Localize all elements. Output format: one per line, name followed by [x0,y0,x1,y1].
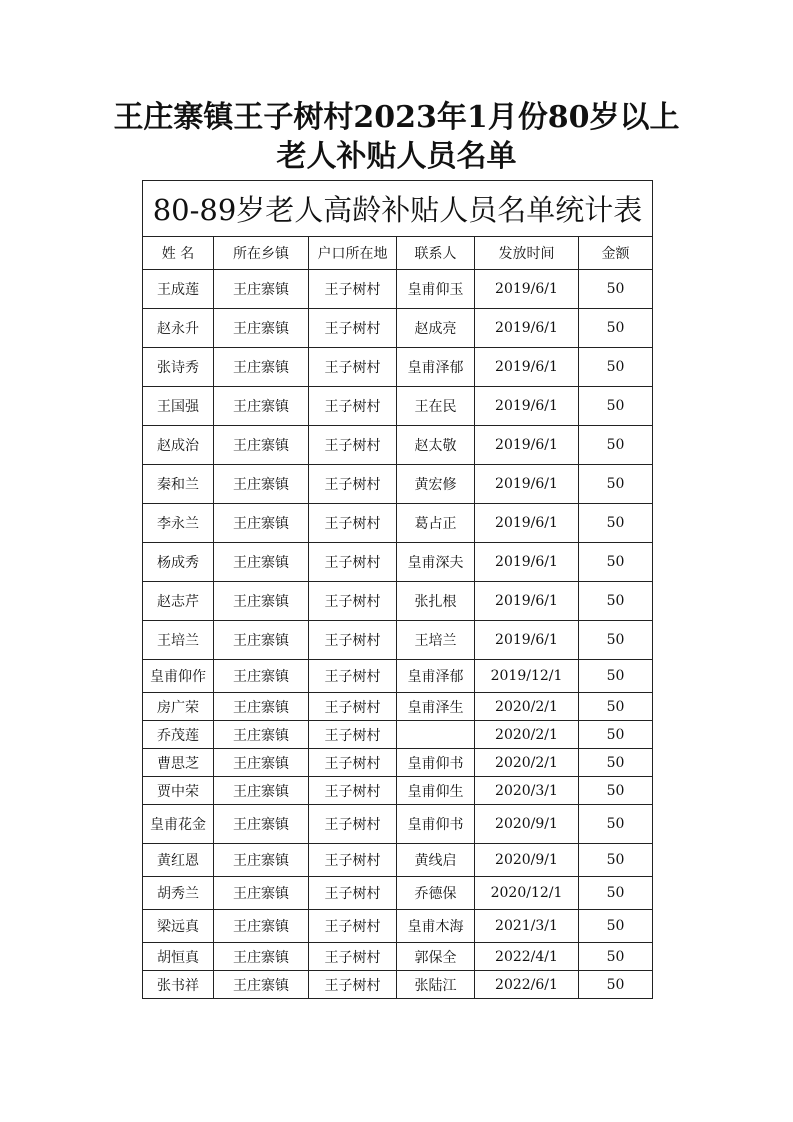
table-row [143,721,653,749]
cell-issue-date: 2019/6/1 [475,465,579,504]
cell-contact: 赵太敬 [397,426,475,465]
cell-amount: 50 [579,805,653,844]
cell-contact: 张陆江 [397,971,475,999]
cell-amount: 50 [579,504,653,543]
table-row [143,426,653,465]
cell-name: 胡秀兰 [143,877,214,910]
cell-township: 王庄寨镇 [214,721,309,749]
cell-contact: 王培兰 [397,621,475,660]
cell-township: 王庄寨镇 [214,805,309,844]
cell-contact: 皇甫泽生 [397,693,475,721]
header-name: 姓 名 [143,237,214,270]
table-row [143,749,653,777]
cell-issue-date: 2019/6/1 [475,270,579,309]
header-contact: 联系人 [397,237,475,270]
cell-contact: 赵成亮 [397,309,475,348]
cell-name: 张诗秀 [143,348,214,387]
cell-township: 王庄寨镇 [214,971,309,999]
table-header-row [143,237,653,270]
cell-name: 皇甫花金 [143,805,214,844]
header-township: 所在乡镇 [214,237,309,270]
cell-amount: 50 [579,943,653,971]
header-issue-date: 发放时间 [475,237,579,270]
table-row [143,943,653,971]
cell-contact: 葛占正 [397,504,475,543]
cell-issue-date: 2019/6/1 [475,621,579,660]
table-row [143,582,653,621]
cell-township: 王庄寨镇 [214,504,309,543]
cell-issue-date: 2019/6/1 [475,426,579,465]
cell-issue-date: 2020/2/1 [475,693,579,721]
cell-household-location: 王子树村 [309,910,397,943]
cell-issue-date: 2019/6/1 [475,582,579,621]
cell-amount: 50 [579,582,653,621]
cell-township: 王庄寨镇 [214,777,309,805]
cell-household-location: 王子树村 [309,465,397,504]
cell-household-location: 王子树村 [309,621,397,660]
cell-township: 王庄寨镇 [214,749,309,777]
cell-name: 秦和兰 [143,465,214,504]
cell-amount: 50 [579,465,653,504]
cell-amount: 50 [579,971,653,999]
cell-amount: 50 [579,844,653,877]
cell-household-location: 王子树村 [309,309,397,348]
cell-contact: 张扎根 [397,582,475,621]
table-row [143,504,653,543]
cell-name: 赵永升 [143,309,214,348]
cell-township: 王庄寨镇 [214,844,309,877]
cell-household-location: 王子树村 [309,777,397,805]
document-subtitle: 老人补贴人员名单 [276,139,517,174]
cell-household-location: 王子树村 [309,660,397,693]
table-row [143,270,653,309]
cell-amount: 50 [579,777,653,805]
cell-issue-date: 2020/12/1 [475,877,579,910]
cell-contact [397,721,475,749]
table-row [143,465,653,504]
cell-amount: 50 [579,426,653,465]
cell-household-location: 王子树村 [309,805,397,844]
cell-township: 王庄寨镇 [214,387,309,426]
cell-name: 皇甫仰作 [143,660,214,693]
cell-issue-date: 2022/4/1 [475,943,579,971]
cell-name: 王培兰 [143,621,214,660]
table-row [143,693,653,721]
cell-issue-date: 2020/2/1 [475,749,579,777]
cell-issue-date: 2021/3/1 [475,910,579,943]
header-amount: 金额 [579,237,653,270]
cell-township: 王庄寨镇 [214,543,309,582]
cell-issue-date: 2019/12/1 [475,660,579,693]
cell-contact: 皇甫仰玉 [397,270,475,309]
cell-township: 王庄寨镇 [214,621,309,660]
cell-amount: 50 [579,721,653,749]
cell-issue-date: 2020/2/1 [475,721,579,749]
table-row [143,805,653,844]
cell-name: 赵志芹 [143,582,214,621]
cell-contact: 皇甫仰生 [397,777,475,805]
cell-name: 房广荣 [143,693,214,721]
cell-household-location: 王子树村 [309,543,397,582]
cell-contact: 乔德保 [397,877,475,910]
table-caption: 80-89岁老人高龄补贴人员名单统计表 [143,181,653,237]
cell-household-location: 王子树村 [309,693,397,721]
table-row [143,777,653,805]
cell-contact: 皇甫泽郁 [397,348,475,387]
cell-household-location: 王子树村 [309,270,397,309]
cell-household-location: 王子树村 [309,348,397,387]
cell-issue-date: 2019/6/1 [475,504,579,543]
cell-household-location: 王子树村 [309,971,397,999]
cell-contact: 黄宏修 [397,465,475,504]
cell-name: 赵成治 [143,426,214,465]
cell-contact: 王在民 [397,387,475,426]
cell-contact: 皇甫木海 [397,910,475,943]
cell-amount: 50 [579,877,653,910]
cell-amount: 50 [579,621,653,660]
cell-amount: 50 [579,910,653,943]
table-row [143,348,653,387]
cell-issue-date: 2019/6/1 [475,309,579,348]
table-row [143,971,653,999]
cell-amount: 50 [579,543,653,582]
cell-township: 王庄寨镇 [214,910,309,943]
table-row [143,660,653,693]
cell-household-location: 王子树村 [309,426,397,465]
cell-household-location: 王子树村 [309,504,397,543]
cell-name: 黄红恩 [143,844,214,877]
cell-name: 李永兰 [143,504,214,543]
header-household-location: 户口所在地 [309,237,397,270]
table-row [143,387,653,426]
cell-township: 王庄寨镇 [214,582,309,621]
cell-amount: 50 [579,309,653,348]
cell-issue-date: 2020/3/1 [475,777,579,805]
cell-household-location: 王子树村 [309,844,397,877]
cell-issue-date: 2019/6/1 [475,387,579,426]
cell-name: 乔茂莲 [143,721,214,749]
cell-name: 王国强 [143,387,214,426]
cell-amount: 50 [579,749,653,777]
cell-contact: 皇甫深夫 [397,543,475,582]
cell-contact: 黄线启 [397,844,475,877]
cell-amount: 50 [579,387,653,426]
cell-township: 王庄寨镇 [214,943,309,971]
cell-household-location: 王子树村 [309,721,397,749]
cell-name: 杨成秀 [143,543,214,582]
cell-name: 梁远真 [143,910,214,943]
cell-name: 张书祥 [143,971,214,999]
cell-contact: 皇甫泽郁 [397,660,475,693]
table-row [143,877,653,910]
cell-township: 王庄寨镇 [214,877,309,910]
cell-issue-date: 2022/6/1 [475,971,579,999]
cell-contact: 皇甫仰书 [397,805,475,844]
cell-name: 王成莲 [143,270,214,309]
cell-township: 王庄寨镇 [214,348,309,387]
cell-issue-date: 2019/6/1 [475,543,579,582]
cell-township: 王庄寨镇 [214,426,309,465]
cell-issue-date: 2019/6/1 [475,348,579,387]
cell-issue-date: 2020/9/1 [475,844,579,877]
table-row [143,621,653,660]
cell-household-location: 王子树村 [309,582,397,621]
cell-township: 王庄寨镇 [214,693,309,721]
table-row [143,309,653,348]
cell-township: 王庄寨镇 [214,660,309,693]
cell-township: 王庄寨镇 [214,309,309,348]
cell-household-location: 王子树村 [309,387,397,426]
table-row [143,910,653,943]
document-title: 王庄寨镇王子树村2023年1月份80岁以上 [113,100,680,135]
cell-household-location: 王子树村 [309,877,397,910]
cell-amount: 50 [579,693,653,721]
table-row [143,844,653,877]
cell-township: 王庄寨镇 [214,465,309,504]
cell-contact: 皇甫仰书 [397,749,475,777]
cell-name: 贾中荣 [143,777,214,805]
cell-amount: 50 [579,348,653,387]
subsidy-roster-table [142,180,653,999]
cell-contact: 郭保全 [397,943,475,971]
cell-household-location: 王子树村 [309,749,397,777]
table-row [143,543,653,582]
cell-amount: 50 [579,270,653,309]
cell-issue-date: 2020/9/1 [475,805,579,844]
cell-name: 胡恒真 [143,943,214,971]
cell-township: 王庄寨镇 [214,270,309,309]
cell-household-location: 王子树村 [309,943,397,971]
cell-amount: 50 [579,660,653,693]
cell-name: 曹思芝 [143,749,214,777]
